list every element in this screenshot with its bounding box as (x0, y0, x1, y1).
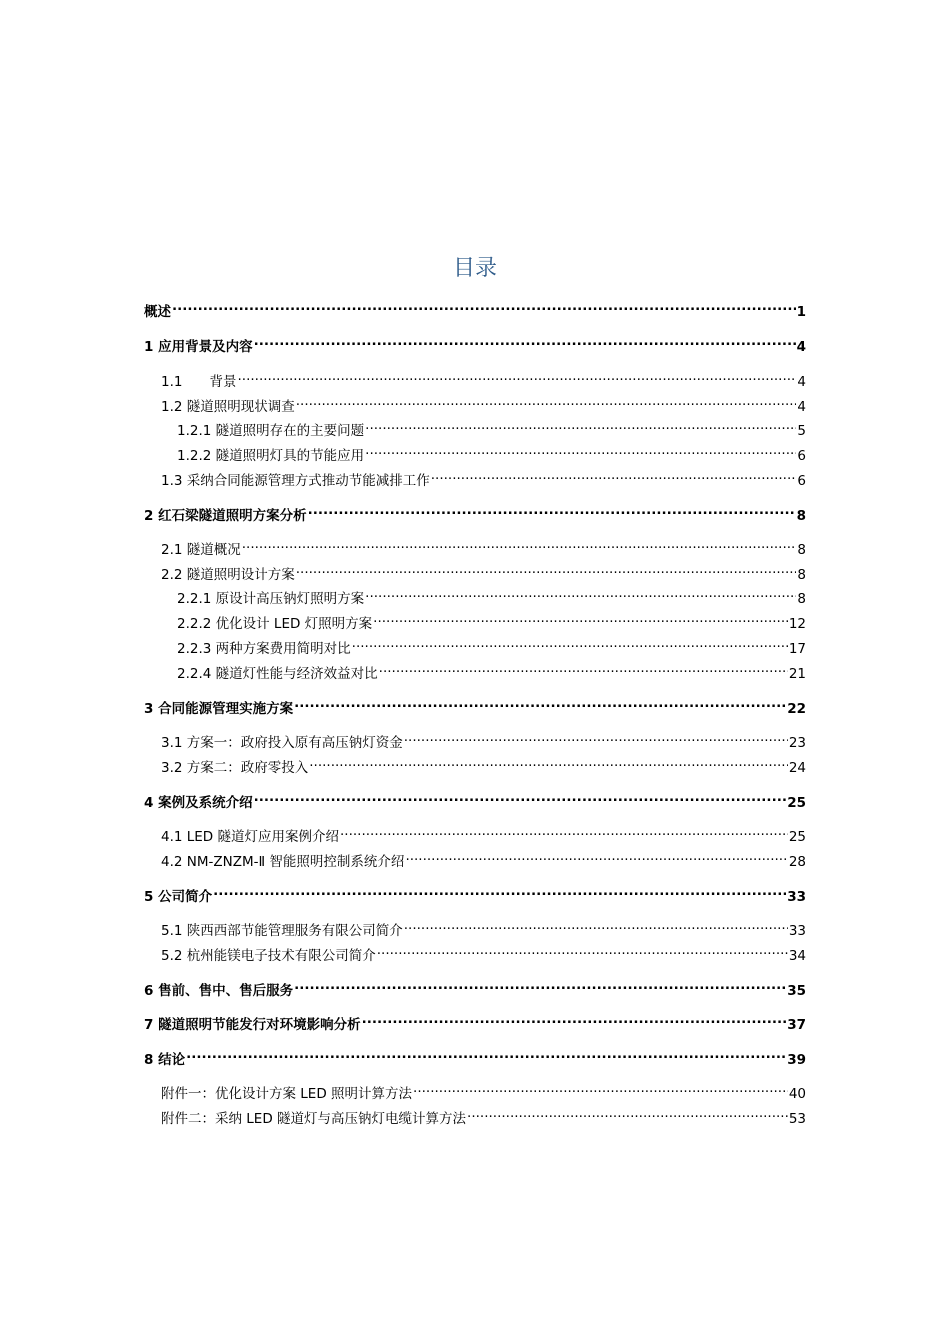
toc-entry[interactable] (177, 633, 806, 657)
toc-entry-page: 28 (788, 854, 806, 870)
toc-entry-text: 4.1 LED 隧道灯应用案例介绍 (161, 829, 339, 845)
toc-list (144, 0, 806, 1344)
toc-entry[interactable] (177, 658, 806, 682)
toc-entry-page: 6 (797, 448, 806, 464)
toc-entry[interactable] (144, 787, 806, 811)
toc-entry[interactable] (144, 1009, 806, 1033)
toc-entry-page: 24 (788, 760, 806, 776)
toc-entry[interactable] (161, 1078, 806, 1102)
toc-entry-page: 25 (788, 829, 806, 845)
toc-entry-text: 2.2.1 原设计高压钠灯照明方案 (177, 591, 365, 607)
toc-entry-text: 附件一：优化设计方案 LED 照明计算方法 (161, 1086, 413, 1102)
toc-entry-text: 3 合同能源管理实施方案 (144, 701, 294, 717)
toc-leader-dots (254, 787, 787, 807)
toc-entry[interactable] (161, 391, 806, 415)
toc-entry-page: 35 (787, 983, 806, 999)
toc-leader-dots (296, 559, 797, 579)
toc-entry[interactable] (161, 940, 806, 964)
toc-entry-page: 1 (796, 304, 806, 320)
toc-entry[interactable] (161, 366, 806, 390)
toc-entry-text: 4.2 NM-ZNZM-Ⅱ 智能照明控制系统介绍 (161, 854, 405, 870)
toc-entry-text: 6 售前、售中、售后服务 (144, 983, 294, 999)
toc-leader-dots (309, 752, 788, 772)
toc-entry-text: 2.2.4 隧道灯性能与经济效益对比 (177, 666, 378, 682)
toc-leader-dots (186, 1044, 786, 1064)
toc-entry[interactable] (161, 752, 806, 776)
toc-entry-page: 8 (797, 567, 806, 583)
toc-entry-text: 1.2.1 隧道照明存在的主要问题 (177, 423, 365, 439)
toc-entry-page: 23 (788, 735, 806, 751)
toc-entry-page: 8 (797, 542, 806, 558)
toc-entry[interactable] (161, 846, 806, 870)
toc-leader-dots (373, 608, 788, 628)
toc-entry-text: 8 结论 (144, 1052, 186, 1068)
toc-entry-page: 39 (787, 1052, 806, 1068)
toc-entry[interactable] (144, 881, 806, 905)
toc-leader-dots (405, 846, 787, 866)
toc-entry-page: 4 (797, 374, 806, 390)
toc-entry-text: 1 应用背景及内容 (144, 339, 253, 355)
toc-entry-page: 4 (796, 339, 806, 355)
toc-entry[interactable] (177, 415, 806, 439)
toc-entry-text: 3.1 方案一：政府投入原有高压钠灯资金 (161, 735, 403, 751)
toc-entry[interactable] (161, 534, 806, 558)
toc-entry-page: 8 (797, 591, 806, 607)
toc-leader-dots (379, 658, 788, 678)
toc-entry[interactable] (177, 583, 806, 607)
toc-leader-dots (467, 1103, 788, 1123)
toc-leader-dots (365, 415, 796, 435)
toc-entry[interactable] (144, 296, 806, 320)
toc-entry-text: 2.2 隧道照明设计方案 (161, 567, 295, 583)
toc-entry-text: 5.2 杭州能镁电子技术有限公司简介 (161, 948, 376, 964)
toc-entry-page: 53 (788, 1111, 806, 1127)
toc-leader-dots (404, 727, 788, 747)
toc-leader-dots (340, 821, 788, 841)
toc-entry-text: 4 案例及系统介绍 (144, 795, 253, 811)
toc-entry-text: 概述 (144, 304, 171, 320)
toc-entry[interactable] (177, 440, 806, 464)
toc-entry-text: 1.3 采纳合同能源管理方式推动节能减排工作 (161, 473, 430, 489)
toc-entry[interactable] (144, 1044, 806, 1068)
toc-entry-text: 7 隧道照明节能发行对环境影响分析 (144, 1017, 361, 1033)
toc-entry-text: 2 红石梁隧道照明方案分析 (144, 508, 307, 524)
toc-entry-page: 4 (797, 399, 806, 415)
toc-leader-dots (237, 366, 796, 386)
toc-entry[interactable] (144, 500, 806, 524)
toc-entry-text: 5 公司简介 (144, 889, 213, 905)
toc-entry[interactable] (144, 975, 806, 999)
toc-entry[interactable] (161, 559, 806, 583)
toc-entry-text: 附件二：采纳 LED 隧道灯与高压钠灯电缆计算方法 (161, 1111, 467, 1127)
toc-leader-dots (172, 296, 796, 316)
toc-entry-page: 40 (788, 1086, 806, 1102)
toc-entry-page: 5 (797, 423, 806, 439)
toc-leader-dots (431, 465, 797, 485)
toc-entry-page: 34 (788, 948, 806, 964)
toc-leader-dots (296, 391, 797, 411)
toc-entry[interactable] (161, 1103, 806, 1127)
toc-entry[interactable] (144, 331, 806, 355)
toc-leader-dots (254, 331, 796, 351)
toc-entry-page: 33 (788, 923, 806, 939)
toc-entry-text: 1.2.2 隧道照明灯具的节能应用 (177, 448, 365, 464)
toc-leader-dots (294, 693, 786, 713)
toc-leader-dots (362, 1009, 787, 1029)
toc-leader-dots (413, 1078, 788, 1098)
toc-leader-dots (242, 534, 797, 554)
toc-title: 目录 (452, 256, 497, 281)
toc-leader-dots (377, 940, 788, 960)
toc-entry-page: 6 (797, 473, 806, 489)
toc-leader-dots (365, 440, 796, 460)
toc-leader-dots (365, 583, 796, 603)
toc-entry[interactable] (161, 465, 806, 489)
toc-entry-text: 5.1 陕西西部节能管理服务有限公司简介 (161, 923, 403, 939)
toc-entry-text: 1.1 背景 (161, 374, 237, 390)
toc-entry-page: 37 (787, 1017, 806, 1033)
toc-entry-page: 25 (787, 795, 806, 811)
toc-entry[interactable] (161, 821, 806, 845)
toc-leader-dots (213, 881, 786, 901)
toc-leader-dots (294, 975, 786, 995)
toc-entry-page: 17 (788, 641, 806, 657)
toc-leader-dots (308, 500, 796, 520)
toc-leader-dots (404, 915, 788, 935)
toc-entry-page: 21 (788, 666, 806, 682)
toc-entry[interactable] (161, 727, 806, 751)
toc-entry-page: 22 (787, 701, 806, 717)
toc-entry-page: 8 (796, 508, 806, 524)
toc-entry-text: 2.1 隧道概况 (161, 542, 241, 558)
toc-entry-text: 3.2 方案二：政府零投入 (161, 760, 309, 776)
toc-entry-page: 12 (788, 616, 806, 632)
toc-entry-text: 2.2.3 两种方案费用简明对比 (177, 641, 351, 657)
toc-entry-page: 33 (787, 889, 806, 905)
toc-entry-text: 1.2 隧道照明现状调查 (161, 399, 295, 415)
toc-entry[interactable] (161, 915, 806, 939)
toc-entry[interactable] (177, 608, 806, 632)
toc-entry[interactable] (144, 693, 806, 717)
toc-entry-text: 2.2.2 优化设计 LED 灯照明方案 (177, 616, 373, 632)
toc-leader-dots (352, 633, 788, 653)
